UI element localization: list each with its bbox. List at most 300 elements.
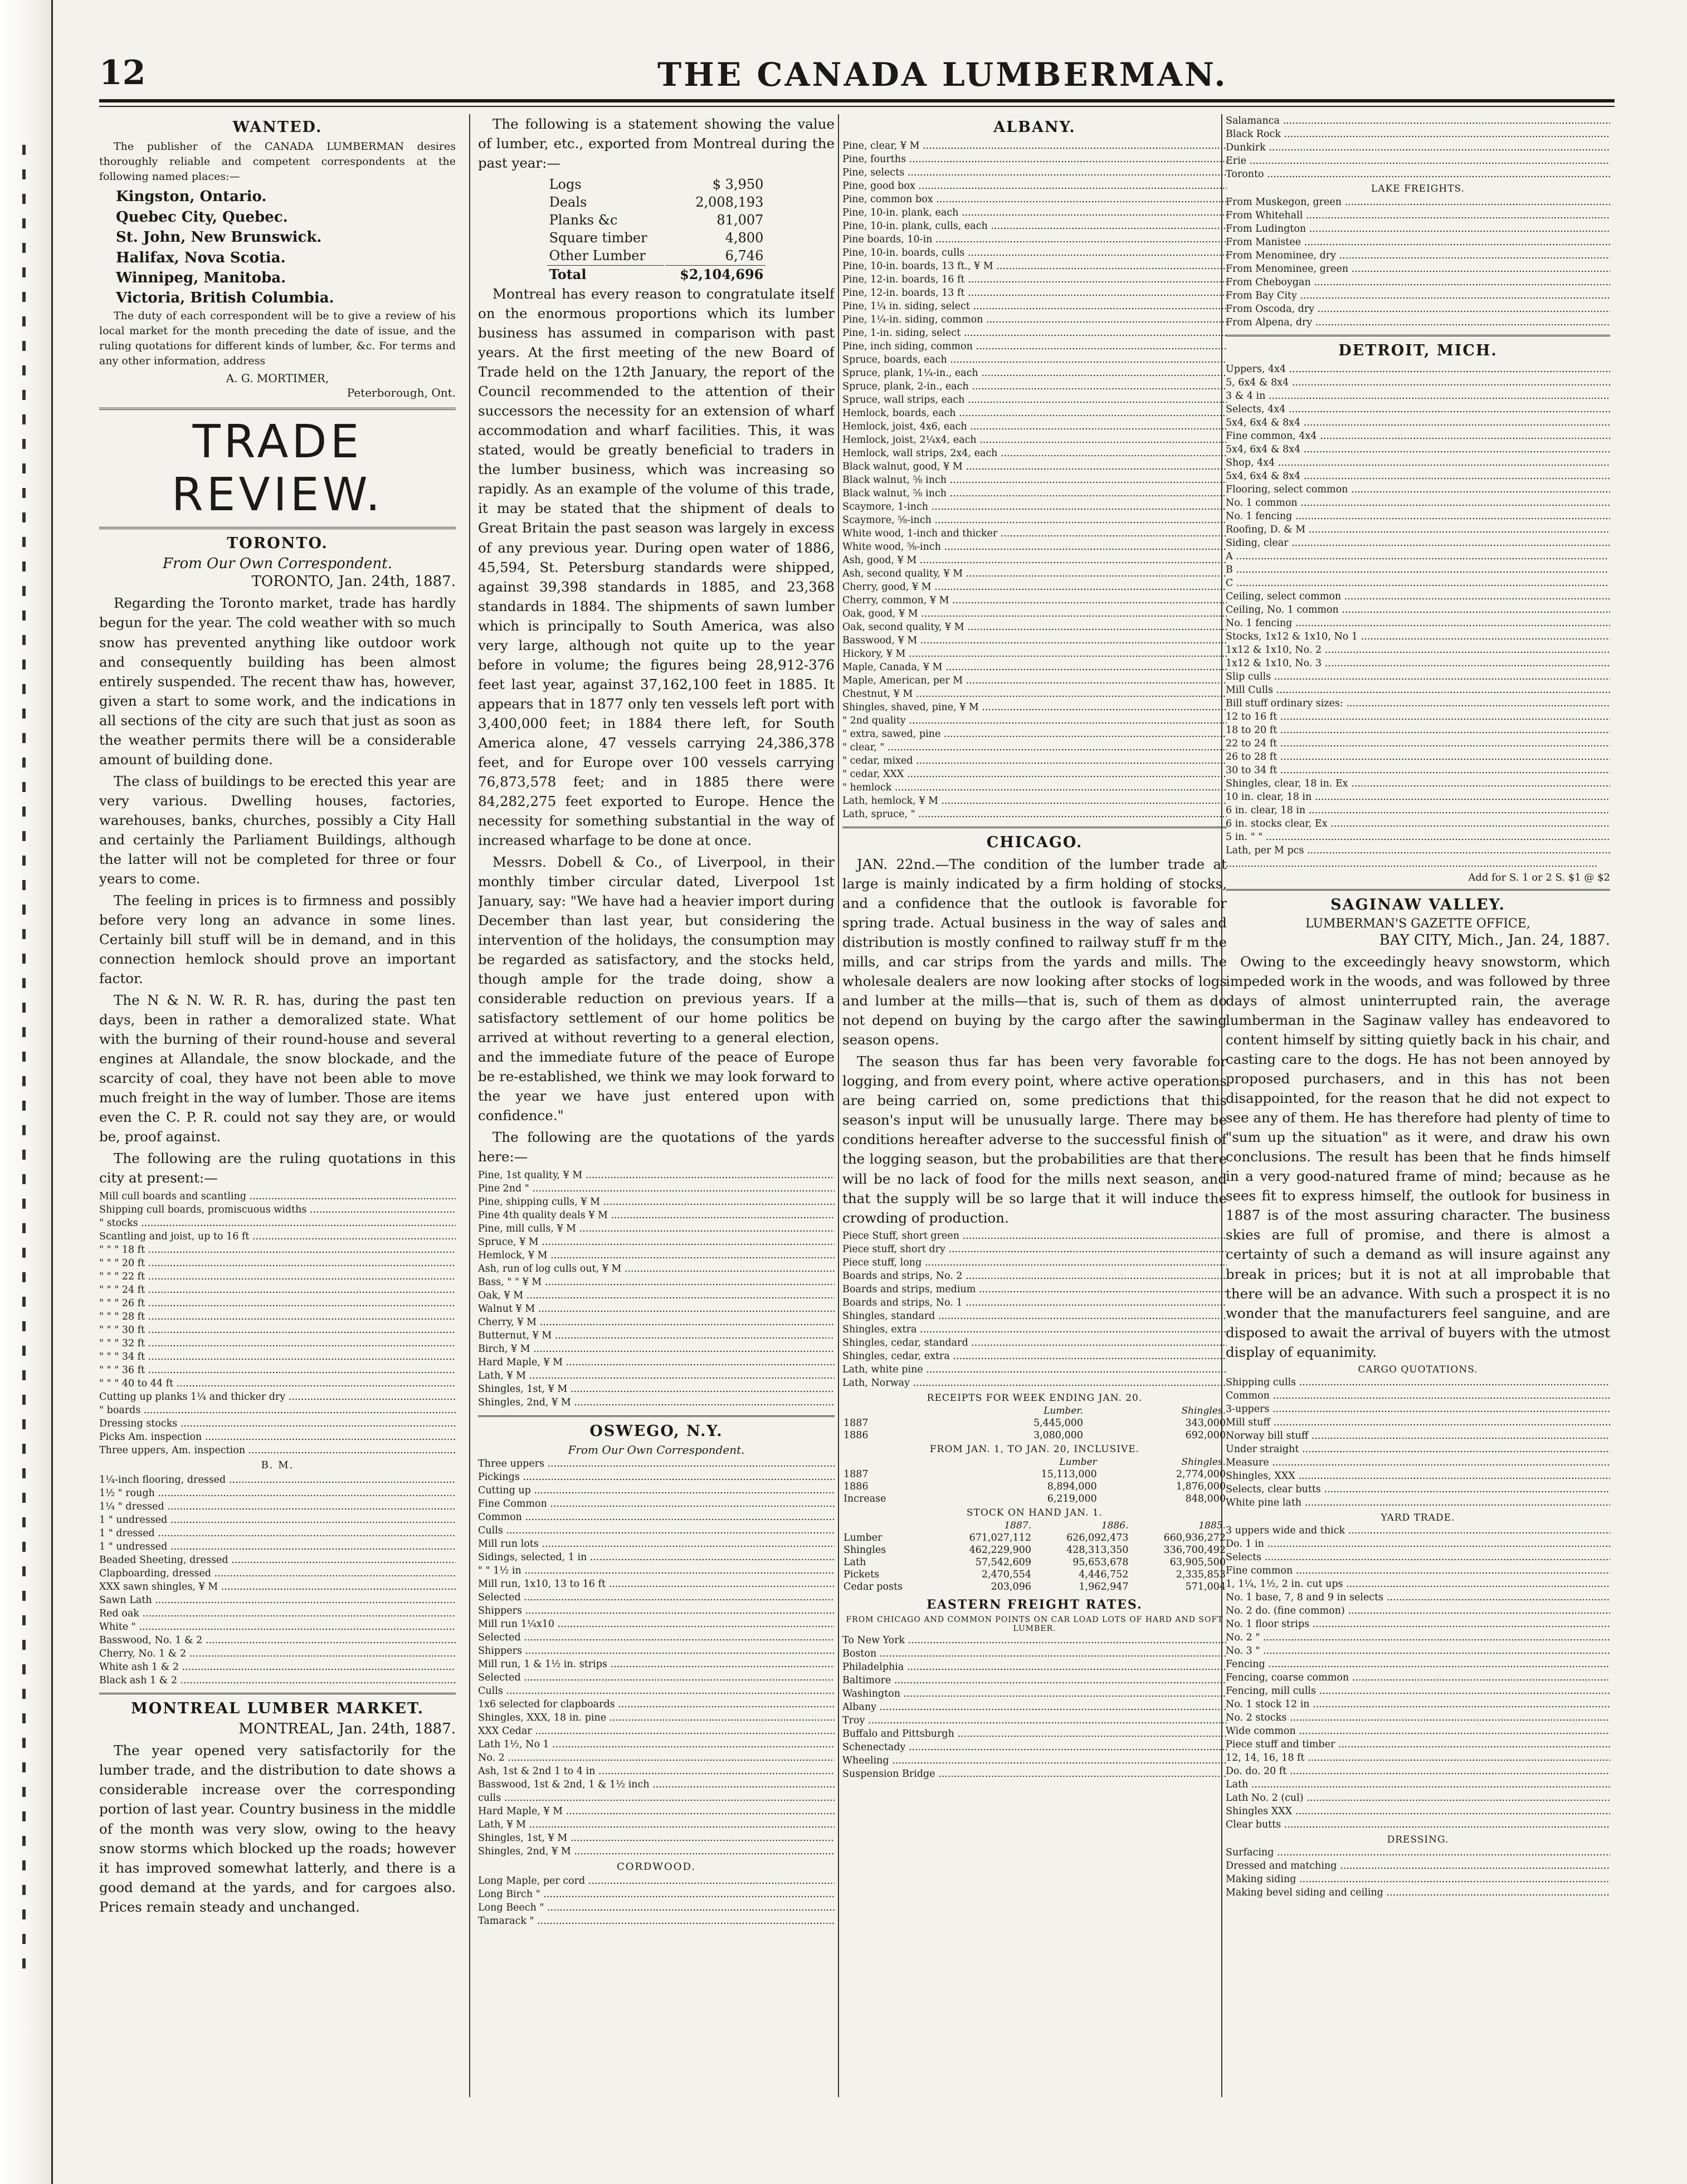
wanted-intro: The publisher of the CANADA LUMBERMAN desires thoroughly reliable and competent correspondents at the following named places:— — [99, 140, 456, 183]
quote-row — [478, 1578, 835, 1591]
quote-item: Lath 1½, No 1 ..... — [478, 1738, 835, 1752]
quote-item: 6 in. stocks clear, Ex ..... — [1226, 817, 1610, 830]
quote-row — [1226, 603, 1610, 617]
quote-row — [478, 1183, 835, 1196]
cargo-table — [1226, 1376, 1610, 1510]
toronto-paragraph: The following are the ruling quotations in this city at present:— — [99, 1150, 456, 1186]
quote-row — [1226, 1738, 1610, 1752]
quote-row — [478, 1738, 835, 1752]
detroit-heading: DETROIT, MICH. — [1338, 342, 1498, 359]
quote-row — [99, 1660, 456, 1674]
quote-item: Basswood, No. 1 & 2 ..... — [99, 1634, 456, 1647]
quote-row — [478, 1249, 835, 1263]
quote-item: 18 to 20 ft ..... — [1226, 724, 1610, 737]
toronto-subheading: From Our Own Correspondent. — [162, 555, 393, 573]
quote-item: Pine, mill culls, ¥ M ..... — [478, 1223, 835, 1236]
cell: 571,004 — [1185, 1581, 1226, 1592]
quote-row — [842, 153, 1227, 166]
quote-item: Pine, 12-in. boards, 16 ft ..... — [842, 273, 1227, 286]
column-2 — [478, 114, 835, 1928]
place-item: Halifax, Nova Scotia. — [116, 249, 286, 266]
toronto-heading: TORONTO. — [227, 535, 328, 553]
quote-row — [842, 139, 1227, 153]
quote-item: Pine, common box ..... — [842, 193, 1227, 206]
quote-row — [478, 1618, 835, 1631]
export-value: 2,008,193 — [695, 194, 764, 211]
quote-row — [1226, 657, 1610, 670]
quote-row — [478, 1511, 835, 1525]
column-3 — [842, 114, 1227, 1781]
quote-item: Birch, ¥ M ..... — [478, 1343, 835, 1356]
export-total-value: $2,104,696 — [665, 265, 766, 283]
quote-item: Lath ..... — [1226, 1779, 1610, 1792]
quote-item: Hemlock, wall strips, 2x4, each ..... — [842, 447, 1227, 460]
quote-row — [99, 1364, 456, 1377]
quote-row — [1226, 643, 1610, 657]
place-item: Kingston, Ontario. — [116, 188, 267, 206]
quote-item: Baltimore ..... — [842, 1674, 1227, 1688]
quote-row — [99, 1430, 456, 1444]
cell: Cedar posts — [844, 1581, 903, 1592]
stock-row — [842, 1581, 1227, 1593]
cell: 2,335,853 — [1176, 1569, 1226, 1580]
quote-row — [99, 1404, 456, 1417]
quote-item: 5 in. " " ..... — [1226, 830, 1610, 844]
quote-item: Shingles, cedar, extra ..... — [842, 1350, 1227, 1364]
quote-row — [1226, 817, 1610, 830]
montreal-heading: MONTREAL LUMBER MARKET. — [130, 1700, 425, 1718]
quote-item: Common ..... — [478, 1511, 835, 1525]
section-divider — [1226, 335, 1610, 336]
quote-row — [842, 313, 1227, 326]
quote-row — [1226, 416, 1610, 429]
quote-item: 3-uppers ..... — [1226, 1403, 1610, 1416]
quote-item: Shippers ..... — [478, 1645, 835, 1658]
quote-item: Scantling and joist, up to 16 ft ..... — [99, 1230, 456, 1243]
quote-row — [99, 1203, 456, 1216]
quote-row — [1226, 1416, 1610, 1430]
dressing-heading: DRESSING. — [1387, 1834, 1449, 1845]
quote-row — [842, 1310, 1227, 1323]
quote-row — [99, 1487, 456, 1500]
quote-row — [99, 1540, 456, 1553]
oswego-heading: OSWEGO, N.Y. — [589, 1422, 723, 1440]
quote-row — [478, 1396, 835, 1410]
quote-row — [1226, 576, 1610, 590]
quote-row — [1226, 276, 1610, 289]
quote-item: Mill run 1¼x10 ..... — [478, 1618, 835, 1631]
section-divider — [99, 1693, 456, 1694]
quote-row — [478, 1370, 835, 1383]
cell: 1,876,000 — [1176, 1481, 1226, 1492]
oswego-quotations-table — [478, 1458, 835, 1859]
quote-item: 5x4, 6x4 & 8x4 ..... — [1226, 443, 1610, 456]
quote-row — [478, 1209, 835, 1223]
quote-item: Shingles, 2nd, ¥ M ..... — [478, 1396, 835, 1410]
quote-row — [842, 487, 1227, 500]
toronto-dateline: TORONTO, Jan. 24th, 1887. — [251, 573, 456, 590]
quote-row — [1226, 697, 1610, 710]
quote-item: Picks Am. inspection ..... — [99, 1430, 456, 1444]
quote-item: Common ..... — [1226, 1390, 1610, 1403]
quote-row — [478, 1845, 835, 1859]
quote-item: Mill stuff ..... — [1226, 1416, 1610, 1430]
quote-row — [478, 1330, 835, 1343]
quote-item: Pine, selects ..... — [842, 166, 1227, 179]
cell: 626,092,473 — [1066, 1532, 1129, 1543]
quote-item: White " ..... — [99, 1620, 456, 1634]
stock-heading: STOCK ON HAND JAN. 1. — [966, 1507, 1103, 1518]
quote-item: Basswood, ¥ M ..... — [842, 634, 1227, 647]
quote-row — [478, 1196, 835, 1209]
quote-row — [842, 1337, 1227, 1350]
quote-row — [1226, 1578, 1610, 1591]
quote-item: Shingles, extra ..... — [842, 1323, 1227, 1337]
quote-item: Fine Common ..... — [478, 1498, 835, 1511]
quote-row — [478, 1819, 835, 1832]
quote-row — [99, 1390, 456, 1404]
quote-row — [1226, 389, 1610, 403]
cell: 671,027,112 — [969, 1532, 1031, 1543]
quote-item: Pine, 10-in. boards, culls ..... — [842, 246, 1227, 260]
quote-item: Making siding ..... — [1226, 1873, 1610, 1887]
quote-item: 1 " undressed ..... — [99, 1540, 456, 1553]
albany-heading: ALBANY. — [993, 119, 1076, 136]
place-item: St. John, New Brunswick. — [116, 229, 322, 246]
quote-row — [842, 567, 1227, 580]
quote-row — [842, 367, 1227, 380]
quote-row — [842, 1714, 1227, 1728]
quote-item: From Oscoda, dry ..... — [1226, 302, 1610, 316]
quote-row — [1226, 1752, 1610, 1765]
quote-row — [99, 1323, 456, 1337]
quote-row — [478, 1779, 835, 1792]
quote-item: Long Maple, per cord ..... — [478, 1875, 835, 1888]
quote-item: From Menominee, green ..... — [1226, 262, 1610, 276]
quote-row — [842, 754, 1227, 768]
trade-review-title: TRADE REVIEW. — [99, 408, 456, 529]
quote-row — [1226, 128, 1610, 141]
quote-row — [842, 1648, 1227, 1661]
cell: 4,446,752 — [1079, 1569, 1129, 1580]
quote-item: Mill run lots ..... — [478, 1538, 835, 1551]
quote-item: Fencing ..... — [1226, 1658, 1610, 1672]
quote-row — [478, 1236, 835, 1249]
export-item: Logs — [549, 177, 582, 193]
quote-item: From Ludington ..... — [1226, 222, 1610, 236]
quote-row — [478, 1471, 835, 1484]
quote-row — [478, 1832, 835, 1845]
export-item: Square timber — [549, 230, 647, 246]
export-row — [547, 229, 766, 246]
quote-row — [842, 260, 1227, 273]
quote-row — [1226, 710, 1610, 724]
quote-row — [842, 1701, 1227, 1714]
quote-item: 12, 14, 16, 18 ft ..... — [1226, 1752, 1610, 1765]
quote-row — [1226, 1846, 1610, 1860]
quote-item: No. 1 base, 7, 8 and 9 in selects ..... — [1226, 1591, 1610, 1605]
quote-item: Culls ..... — [478, 1525, 835, 1538]
quote-row — [1226, 1403, 1610, 1416]
col-head: 1885. — [1198, 1519, 1226, 1531]
quote-item: Pine, good box ..... — [842, 179, 1227, 193]
column-rule — [469, 114, 470, 2097]
quote-row — [1226, 1538, 1610, 1551]
quote-item: Hard Maple, ¥ M ..... — [478, 1356, 835, 1370]
quote-row — [1226, 168, 1610, 181]
cell: 1887 — [844, 1468, 869, 1480]
quote-row — [99, 1674, 456, 1687]
quote-row — [99, 1297, 456, 1310]
cell: 428,313,350 — [1066, 1544, 1129, 1556]
quote-item: Black ash 1 & 2 ..... — [99, 1674, 456, 1687]
export-total-label: Total — [547, 265, 664, 283]
quote-item: Oak, ¥ M ..... — [478, 1289, 835, 1303]
receipts-header-row — [842, 1405, 1227, 1417]
quote-row — [1226, 536, 1610, 550]
quote-item: Lath, white pine ..... — [842, 1364, 1227, 1377]
quote-item: 5x4, 6x4 & 8x4 ..... — [1226, 470, 1610, 483]
quote-item: From Whitehall ..... — [1226, 209, 1610, 222]
export-row — [547, 194, 766, 211]
quote-item: Black walnut, good, ¥ M ..... — [842, 460, 1227, 473]
quote-item: " " " 34 ft ..... — [99, 1350, 456, 1364]
quote-item: Lath, spruce, " ..... — [842, 808, 1227, 821]
quote-row — [1226, 1873, 1610, 1887]
cell: 57,542,609 — [975, 1556, 1031, 1568]
quote-row — [1226, 777, 1610, 790]
wanted-signature — [99, 371, 456, 400]
quote-item: Toronto ..... — [1226, 168, 1610, 181]
quote-row — [1226, 1860, 1610, 1873]
quote-item: Lath, ¥ M ..... — [478, 1819, 835, 1832]
quote-row — [842, 714, 1227, 727]
quote-row — [1226, 1430, 1610, 1443]
quote-item: Do. 1 in ..... — [1226, 1538, 1610, 1551]
quote-row — [1226, 316, 1610, 329]
cordwood-heading: CORDWOOD. — [616, 1860, 696, 1873]
quote-item: Ceiling, No. 1 common ..... — [1226, 603, 1610, 617]
quote-item: Spruce, ¥ M ..... — [478, 1236, 835, 1249]
quote-row — [1226, 590, 1610, 603]
quote-item: 1¼-inch flooring, dressed ..... — [99, 1473, 456, 1487]
quote-item: 1, 1¼, 1½, 2 in. cut ups ..... — [1226, 1578, 1610, 1591]
quote-row — [478, 1605, 835, 1618]
quote-item: Measure ..... — [1226, 1457, 1610, 1470]
quote-item: Spruce, boards, each ..... — [842, 353, 1227, 367]
quote-row — [99, 1647, 456, 1660]
quote-row — [842, 393, 1227, 407]
quote-row — [842, 407, 1227, 420]
quote-row — [99, 1513, 456, 1527]
quote-row — [1226, 1765, 1610, 1779]
cell: Pickets — [844, 1569, 880, 1580]
cell: 3,080,000 — [1033, 1429, 1084, 1441]
freight-subheading: FROM CHICAGO AND COMMON POINTS ON CAR LOAD LOTS OF HARD AND SOFT LUMBER. — [846, 1615, 1223, 1633]
quote-item: No. 1 common ..... — [1226, 496, 1610, 510]
toronto-paragraph: The feeling in prices is to firmness and possibly before very long an advance in some lines. Certainly bill stuff will be in demand, and in this connection hemlock should prove an important factor. — [99, 892, 456, 987]
quote-row — [478, 1484, 835, 1498]
quote-item: Flooring, select common ..... — [1226, 483, 1610, 496]
quote-item: Black walnut, ⅝ inch ..... — [842, 487, 1227, 500]
quote-row — [1226, 456, 1610, 470]
toronto-quotations-table-2 — [99, 1473, 456, 1687]
stock-row — [842, 1569, 1227, 1581]
quote-row — [842, 620, 1227, 634]
yard-heading: YARD TRADE. — [1381, 1512, 1455, 1523]
quote-item: 1 " dressed ..... — [99, 1527, 456, 1540]
quote-row — [842, 340, 1227, 353]
quote-row — [842, 166, 1227, 179]
albany-quotations-table — [842, 139, 1227, 821]
quote-row — [842, 647, 1227, 661]
wanted-duty: The duty of each correspondent will be to give a review of his local market for the month preceding the date of issue, and the ruling quotations for different kinds of lumber, &c. For terms and any other information, address — [99, 309, 456, 368]
quote-row — [842, 540, 1227, 554]
quote-item: Surfacing ..... — [1226, 1846, 1610, 1860]
export-item: Deals — [549, 194, 587, 211]
quote-row — [1226, 1443, 1610, 1457]
quote-item: " " " 20 ft ..... — [99, 1257, 456, 1270]
quote-row — [1226, 550, 1610, 563]
quote-row — [478, 1343, 835, 1356]
quote-row — [1226, 249, 1610, 262]
quote-item: Spruce, plank, 1¼-in., each ..... — [842, 367, 1227, 380]
quote-row — [99, 1634, 456, 1647]
quote-item: Siding, clear ..... — [1226, 536, 1610, 550]
col-head — [842, 1456, 954, 1468]
quote-item: Washington ..... — [842, 1688, 1227, 1701]
export-row — [547, 176, 766, 193]
quote-row — [99, 1310, 456, 1323]
quote-row — [1226, 403, 1610, 416]
quote-row — [478, 1169, 835, 1183]
detroit-add-note: Add for S. 1 or 2 S. $1 @ $2 — [1468, 872, 1610, 883]
quote-row — [842, 1728, 1227, 1741]
quote-item: Culls ..... — [478, 1685, 835, 1698]
quote-item: " " " 30 ft ..... — [99, 1323, 456, 1337]
quote-row — [1226, 1551, 1610, 1565]
quote-row — [1226, 617, 1610, 630]
quote-row — [842, 233, 1227, 246]
quote-item: " stocks ..... — [99, 1216, 456, 1230]
quote-row — [1226, 1712, 1610, 1725]
masthead-title: THE CANADA LUMBERMAN. — [657, 56, 1228, 94]
toronto-bm-heading: B. M. — [261, 1459, 294, 1472]
quote-row — [478, 1498, 835, 1511]
quote-item: Selects, 4x4 ..... — [1226, 403, 1610, 416]
quote-item: 1¼ " dressed ..... — [99, 1500, 456, 1513]
quote-item: Slip culls ..... — [1226, 670, 1610, 683]
freight-table-continued — [1226, 114, 1610, 181]
quote-item: Lath, Norway ..... — [842, 1377, 1227, 1390]
toronto-paragraph: The N & N. W. R. R. has, during the past ten days, been in rather a demoralized state. What with the burning of their round-house and several engines at Allandale, the snow blockade, and the scarcity of coal, they have not been able to move much freight in the way of lumber. Those are items even the C. P. R. could not say they are, or would be, proof against. — [99, 992, 456, 1145]
quote-row — [99, 1257, 456, 1270]
quote-item: " 2nd quality ..... — [842, 714, 1227, 727]
quote-row — [99, 1243, 456, 1257]
saginaw-subheading: LUMBERMAN'S GAZETTE OFFICE, — [1305, 917, 1530, 931]
quote-row — [1226, 510, 1610, 523]
quote-item: No. 1 floor strips ..... — [1226, 1618, 1610, 1631]
quote-row — [478, 1875, 835, 1888]
quote-item: Ash, second quality, ¥ M ..... — [842, 567, 1227, 580]
quote-item: " hemlock ..... — [842, 781, 1227, 794]
quote-item: Shingles, clear, 18 in. Ex ..... — [1226, 777, 1610, 790]
quote-item: Pine, inch siding, common ..... — [842, 340, 1227, 353]
quote-row — [99, 1216, 456, 1230]
quote-item: No. 2 do. (fine common) ..... — [1226, 1605, 1610, 1618]
quote-item: From Menominee, dry ..... — [1226, 249, 1610, 262]
quote-item: Salamanca ..... — [1226, 114, 1610, 128]
quote-row — [478, 1316, 835, 1330]
quote-row — [1226, 363, 1610, 376]
cell: 203,096 — [991, 1581, 1031, 1592]
quote-item: " clear, " ..... — [842, 741, 1227, 754]
quote-item: Dressing stocks ..... — [99, 1417, 456, 1430]
col-head: Shingles. — [1181, 1456, 1226, 1468]
quote-row — [1226, 830, 1610, 844]
toronto-paragraph: The class of buildings to be erected this year are very various. Dwelling houses, factories, warehouses, banks, churches, possibly a City Hall and certainly the Parliament Buildings, although the latter will not be completed for three or four years to come. — [99, 773, 456, 887]
quote-item: 22 to 24 ft ..... — [1226, 737, 1610, 750]
quote-item: White pine lath ..... — [1226, 1497, 1610, 1510]
quote-item: Boston ..... — [842, 1648, 1227, 1661]
quote-row — [842, 634, 1227, 647]
quote-item: Selected ..... — [478, 1591, 835, 1605]
quote-item: Long Beech " ..... — [478, 1902, 835, 1915]
quote-row — [99, 1270, 456, 1283]
quote-row — [478, 1383, 835, 1396]
quote-row — [842, 420, 1227, 433]
quote-item: Stocks, 1x12 & 1x10, No 1 ..... — [1226, 630, 1610, 643]
quote-item: Buffalo and Pittsburgh ..... — [842, 1728, 1227, 1741]
quote-row — [1226, 844, 1610, 857]
quote-item: Selects, clear butts ..... — [1226, 1483, 1610, 1497]
lake-freights-heading: LAKE FREIGHTS. — [1371, 183, 1465, 194]
quote-item: 1½ " rough ..... — [99, 1487, 456, 1500]
cargo-heading: CARGO QUOTATIONS. — [1358, 1364, 1478, 1375]
col-head: Lumber. — [1044, 1405, 1084, 1416]
export-value: $ 3,950 — [712, 177, 764, 193]
quote-row — [1226, 1685, 1610, 1698]
quote-item: Shipping culls ..... — [1226, 1376, 1610, 1390]
cell: 336,700,492 — [1163, 1544, 1226, 1556]
montreal-paragraph: The following is a statement showing the value of lumber, etc., exported from Montreal during the past year:— — [478, 116, 835, 172]
place-item: Quebec City, Quebec. — [116, 208, 288, 226]
quote-item: Long Birch " ..... — [478, 1888, 835, 1902]
quote-row — [478, 1698, 835, 1712]
from-row — [842, 1468, 1227, 1481]
quote-item: No. 2 ..... — [478, 1752, 835, 1765]
quote-item: From Bay City ..... — [1226, 289, 1610, 302]
quote-row — [478, 1525, 835, 1538]
montreal-exports-table — [546, 175, 767, 284]
quote-item: 5x4, 6x4 & 8x4 ..... — [1226, 416, 1610, 429]
col-head: 1887. — [1004, 1519, 1031, 1531]
quote-row — [99, 1473, 456, 1487]
quote-row — [842, 1297, 1227, 1310]
quote-row — [478, 1765, 835, 1779]
quote-item: Bill stuff ordinary sizes: ..... — [1226, 697, 1610, 710]
quote-row — [842, 326, 1227, 340]
quote-row — [1226, 1631, 1610, 1645]
from-row — [842, 1493, 1227, 1505]
quote-row — [478, 1805, 835, 1819]
quote-item — [1226, 857, 1610, 871]
quote-item: 1x6 selected for clapboards ..... — [478, 1698, 835, 1712]
quote-row — [1226, 1698, 1610, 1712]
quote-item: Mill cull boards and scantling ..... — [99, 1190, 456, 1203]
quote-item: Schenectady ..... — [842, 1741, 1227, 1755]
montreal-paragraph: Montreal has every reason to congratulate itself on the enormous proportions which its lumber business has assumed in comparison with past years. At the first meeting of the new Board of Trade held on the 12th January, the report of the Council recommended to the attention of their successors the necessity for an extension of wharf accommodation and wharf facilities. This, it was stated, would be greatly beneficial to traders in the lumber business, which was increasing so rapidly. As an example of the volume of this trade, it may be stated that the shipment of deals to Great Britain the past season was largely in excess of any previous year. During open water of 1886, 45,594, St. Petersburg standards were shipped, against 39,398 standards in 1885, and 23,368 standards in 1884. The shipments of sawn lumber which is principally to South America, was also very large, although not quite up to the year before in volume; the figures being 28,912-376 feet last year, against 37,162,100 feet in 1885. It appears that in 1877 only ten vessels left port with 3,400,000 feet; in 1884 there left, for South America alone, 47 vessels carrying 24,386,378 feet, and for Europe over 100 vessels carrying 76,873,578 feet; and in 1885 there were 84,282,275 feet exported to Europe. Hence the necessity for something substantial in the way of increased wharfage to be done at once. — [478, 286, 835, 848]
